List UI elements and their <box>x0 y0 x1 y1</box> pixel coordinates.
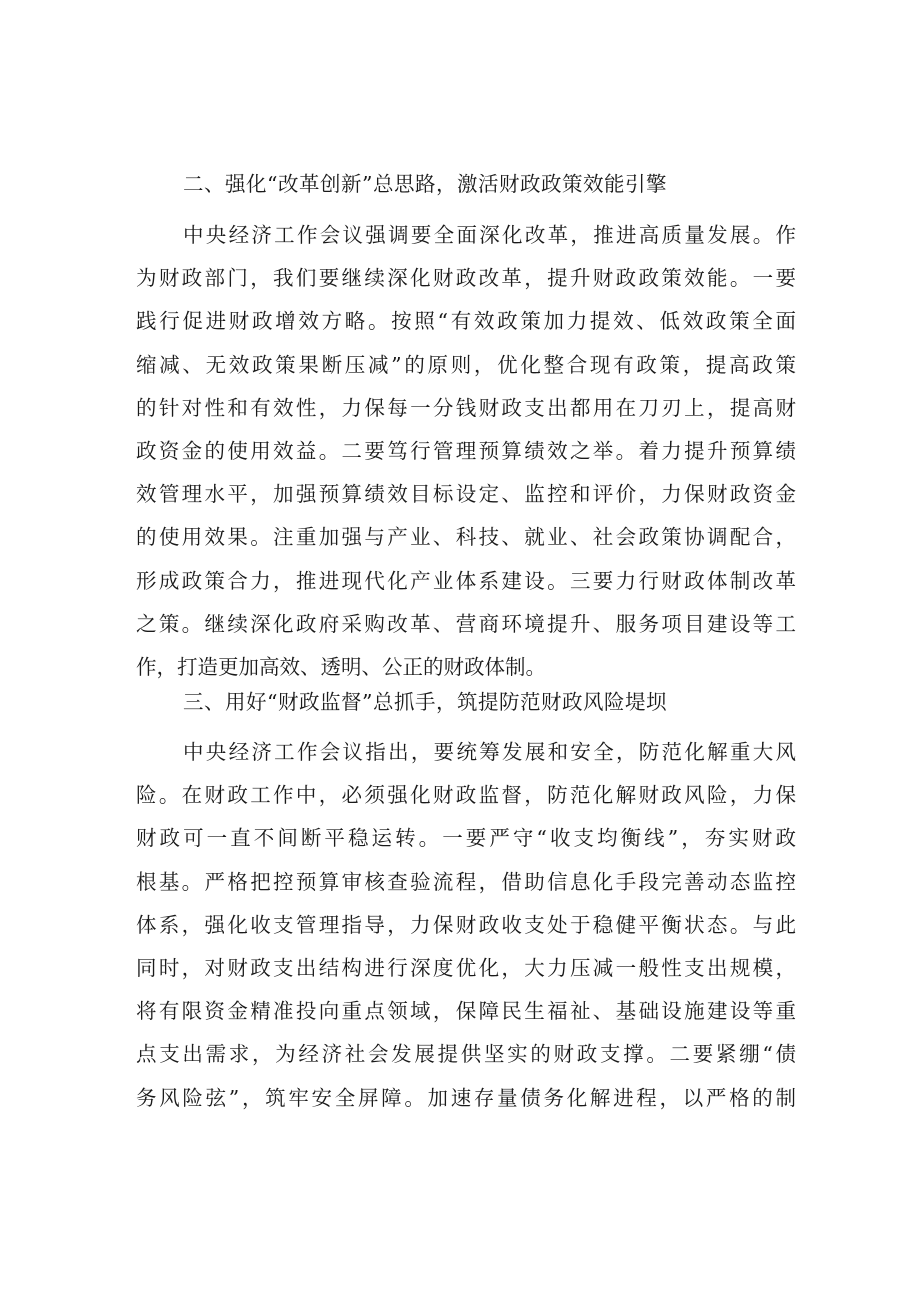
paragraph-line: 中央经济工作会议指出，要统筹发展和安全，防范化解重大风 <box>183 740 796 764</box>
paragraph-line: 效管理水平，加强预算绩效目标设定、监控和评价，力保财政资金 <box>136 482 796 507</box>
paragraph-line: 务风险弦”，筑牢安全屏障。加速存量债务化解进程，以严格的制 <box>136 1085 796 1110</box>
paragraph-line: 根基。严格把控预算审核查验流程，借助信息化手段完善动态监控 <box>136 869 796 894</box>
paragraph-line: 体系，强化收支管理指导，力保财政收支处于稳健平衡状态。与此 <box>136 912 796 937</box>
paragraph-line: 财政可一直不间断平稳运转。一要严守“收支均衡线”，夯实财政 <box>136 826 796 851</box>
section-3-paragraph <box>136 739 796 1128</box>
paragraph-line: 点支出需求，为经济社会发展提供坚实的财政支撑。二要紧绷“债 <box>136 1042 796 1067</box>
paragraph-line: 将有限资金精准投向重点领域，保障民生福祉、基础设施建设等重 <box>136 999 796 1024</box>
paragraph-line: 的针对性和有效性，力保每一分钱财政支出都用在刀刃上，提高财 <box>136 395 796 420</box>
paragraph-line: 同时，对财政支出结构进行深度优化，大力压减一般性支出规模， <box>136 955 796 980</box>
paragraph-line: 政资金的使用效益。二要笃行管理预算绩效之举。着力提升预算绩 <box>136 438 796 463</box>
section-2-heading: 二、强化“改革创新”总思路，激活财政政策效能引擎 <box>183 172 667 196</box>
paragraph-line: 险。在财政工作中，必须强化财政监督，防范化解财政风险，力保 <box>136 783 796 808</box>
paragraph-line: 为财政部门，我们要继续深化财政改革，提升财政政策效能。一要 <box>136 266 796 291</box>
paragraph-line: 形成政策合力，推进现代化产业体系建设。三要力行财政体制改革 <box>136 568 796 593</box>
paragraph-line: 之策。继续深化政府采购改革、营商环境提升、服务项目建设等工 <box>136 611 796 636</box>
paragraph-line: 缩减、无效政策果断压减”的原则，优化整合现有政策，提高政策 <box>136 352 796 377</box>
paragraph-line: 践行促进财政增效方略。按照“有效政策加力提效、低效政策全面 <box>136 309 796 334</box>
section-2-paragraph <box>136 222 796 697</box>
paragraph-line: 中央经济工作会议强调要全面深化改革，推进高质量发展。作 <box>183 223 796 247</box>
section-3-heading: 三、用好“财政监督”总抓手，筑提防范财政风险堤坝 <box>183 690 667 714</box>
paragraph-line: 的使用效果。注重加强与产业、科技、就业、社会政策协调配合， <box>136 525 796 550</box>
paragraph-line: 作，打造更加高效、透明、公正的财政体制。 <box>136 654 546 679</box>
